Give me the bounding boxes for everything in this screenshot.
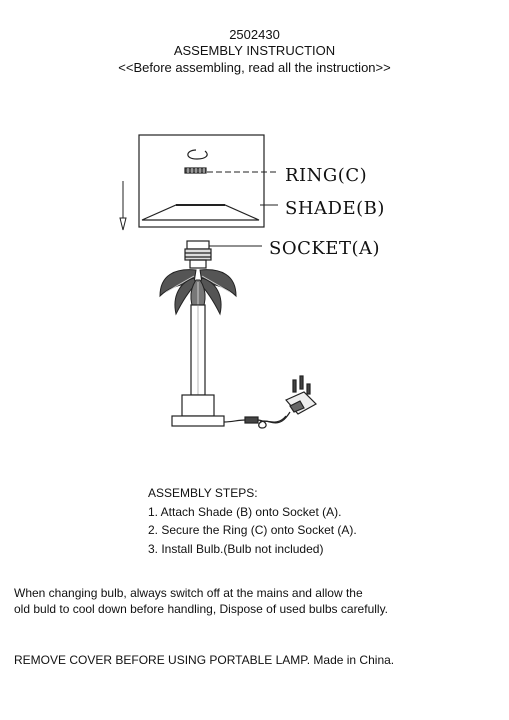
plug-icon [286, 376, 316, 414]
document-subtitle: <<Before assembling, read all the instruction>> [118, 60, 391, 75]
power-cord [224, 412, 290, 428]
steps-heading: ASSEMBLY STEPS: [148, 486, 258, 500]
ring-label: RING(C) [285, 165, 368, 186]
safety-note-line: When changing bulb, always switch off at the mains and allow the [14, 586, 363, 600]
down-arrow-icon [120, 181, 126, 230]
step-item: 1. Attach Shade (B) onto Socket (A). [148, 504, 342, 519]
cover-warning: REMOVE COVER BEFORE USING PORTABLE LAMP. Made in China. [14, 653, 395, 667]
shade-label: SHADE(B) [285, 198, 385, 219]
socket-part [185, 241, 211, 268]
shade-plate [142, 205, 259, 220]
ring-part [185, 150, 207, 173]
step-item: 3. Install Bulb.(Bulb not included) [148, 541, 324, 556]
safety-note-line: old buld to cool down before handling, Dispose of used bulbs carefully. [14, 602, 389, 616]
assembly-steps [148, 484, 357, 558]
leader-lines [207, 172, 278, 246]
lamp-base [172, 395, 224, 426]
lamp-stem [191, 305, 205, 395]
socket-label: SOCKET(A) [269, 238, 380, 259]
step-item: 2. Secure the Ring (C) onto Socket (A). [148, 523, 357, 537]
document-title: ASSEMBLY INSTRUCTION [173, 43, 336, 58]
product-code: 2502430 [229, 27, 280, 42]
